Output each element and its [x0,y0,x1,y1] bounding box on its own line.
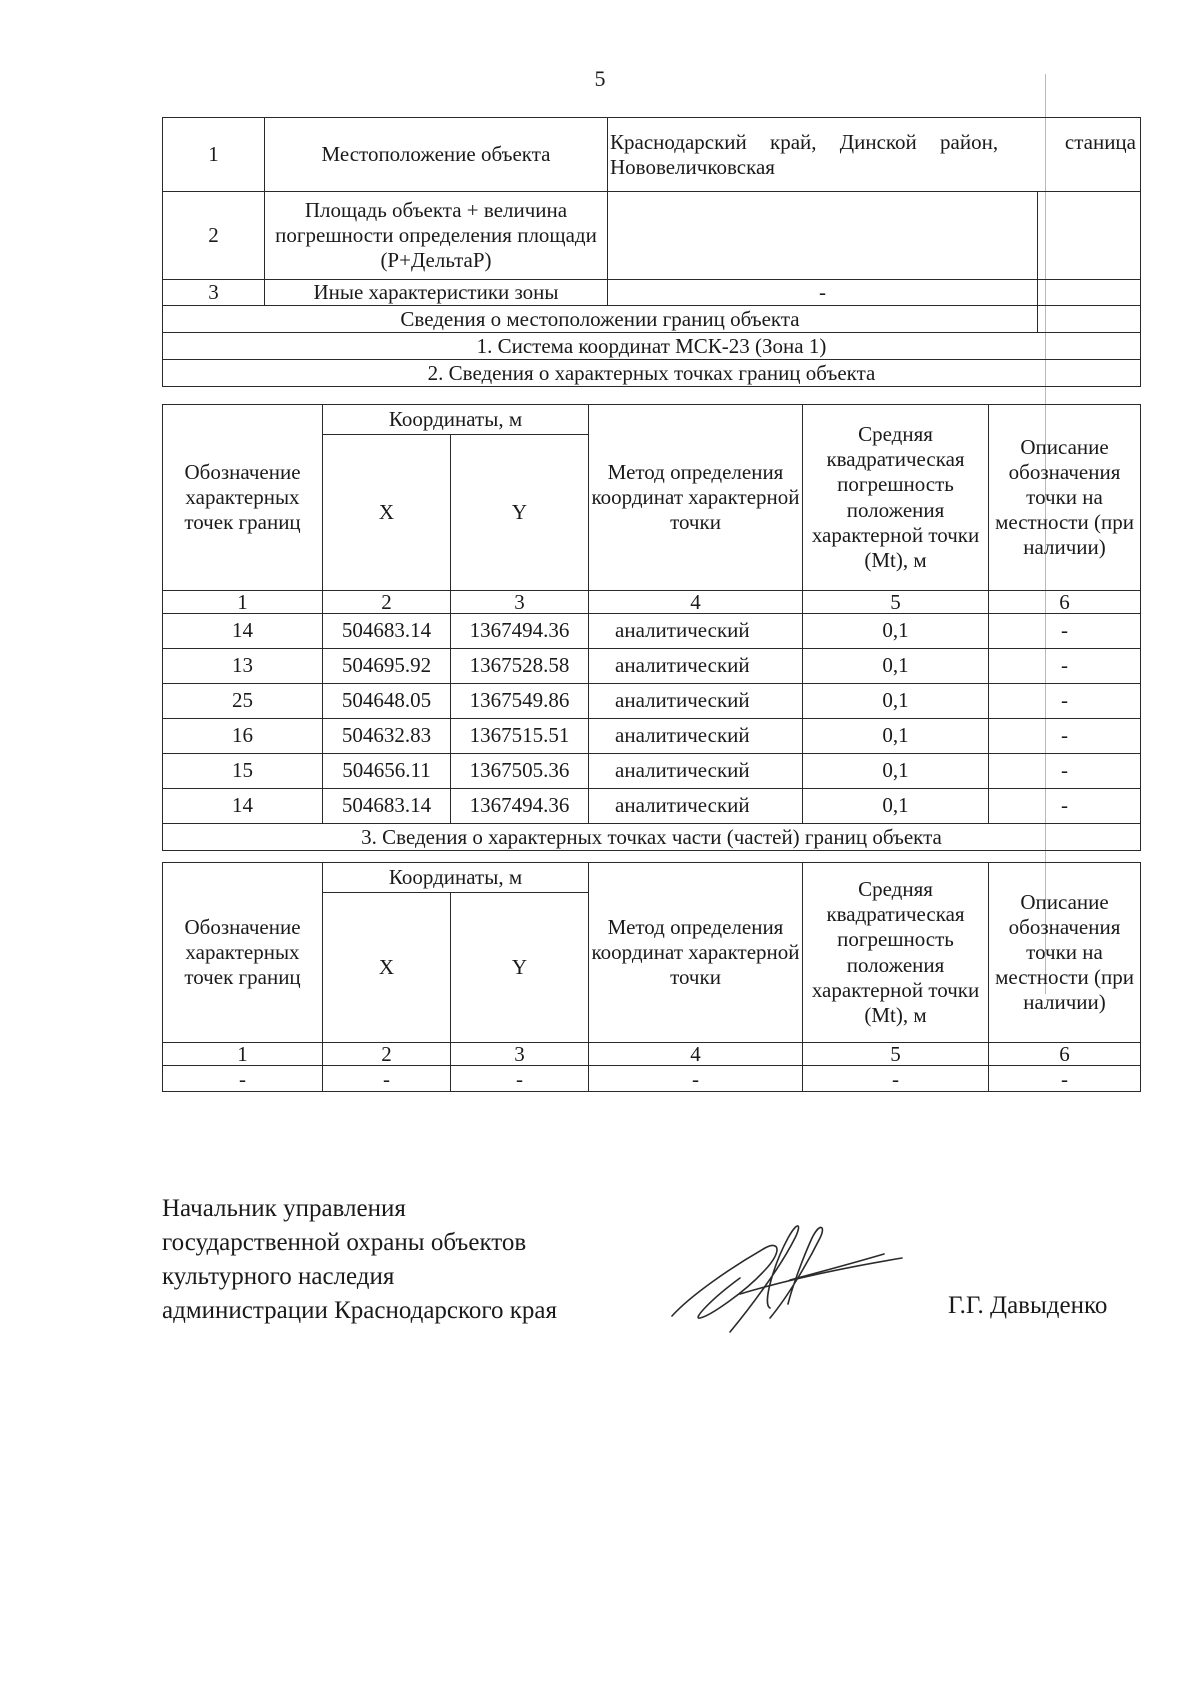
y-value: 1367549.86 [451,684,589,719]
point-id: 13 [163,649,323,684]
signer-position-line: культурного наследия [162,1263,395,1290]
mt-value: 0,1 [803,789,989,824]
table-row [163,614,1141,649]
parts-header-row [163,863,1141,893]
y-value: 1367505.36 [451,754,589,789]
x-value: 504656.11 [323,754,451,789]
parts-title-row [163,824,1141,851]
y-value: 1367515.51 [451,719,589,754]
parts-section-title: 3. Сведения о характерных точках части (частей) границ объекта [163,824,1141,851]
x-value: 504683.14 [323,614,451,649]
other-value-margin [1038,280,1141,306]
coords-header: Координаты, м [323,863,589,893]
points-title-row [163,360,1141,387]
point-header: Обозначение характерных точек границ [163,863,323,1043]
description-value: - [989,719,1141,754]
method-value: аналитический [589,719,803,754]
x-value: 504683.14 [323,789,451,824]
object-info-table [162,117,1141,387]
coordinate-system: 1. Система координат МСК-23 (Зона 1) [163,333,1141,360]
point-id: 16 [163,719,323,754]
accuracy-header: Средняя квадратическая погрешность положения характерной точки (Mt), м [803,863,989,1043]
location-value [608,118,1141,192]
point-header: Обозначение характерных точек границ [163,405,323,591]
section-title-margin [1038,306,1141,333]
method-header: Метод определения координат характерной точки [589,405,803,591]
description-header: Описание обозначения точки на местности (при наличии) [989,863,1141,1043]
table-row [163,719,1141,754]
point-id: 14 [163,789,323,824]
x-value: 504648.05 [323,684,451,719]
page-number: 5 [594,66,606,91]
method-value: аналитический [589,789,803,824]
location-line-1: Краснодарский край, Динской район, [610,130,999,154]
column-number: 4 [589,591,803,614]
signer-position-line: администрации Краснодарского края [162,1297,558,1324]
x-header: X [323,893,451,1043]
signer-name: Г.Г. Давыденко [948,1292,1108,1319]
mt-value: 0,1 [803,719,989,754]
column-number: 4 [589,1043,803,1066]
column-number: 2 [323,1043,451,1066]
point-id: 14 [163,614,323,649]
column-number: 6 [989,1043,1141,1066]
method-value: аналитический [589,684,803,719]
description-value: - [989,1066,1141,1092]
points-section-title: 2. Сведения о характерных точках границ объекта [163,360,1141,387]
coords-header: Координаты, м [323,405,589,435]
column-number: 2 [323,591,451,614]
row-number: 2 [163,192,265,280]
column-numbers-row [163,1043,1141,1066]
row-number: 3 [163,280,265,306]
signer-position-line: Начальник управления [162,1195,406,1222]
info-row-area [163,192,1141,280]
area-value-margin [1038,192,1141,280]
point-id: - [163,1066,323,1092]
coordinate-system-row [163,333,1141,360]
y-header: Y [451,435,589,591]
column-number: 5 [803,591,989,614]
x-header: X [323,435,451,591]
description-value: - [989,614,1141,649]
signature-block [162,1192,557,1328]
y-header: Y [451,893,589,1043]
row-label: Иные характеристики зоны [265,280,608,306]
table-row [163,684,1141,719]
info-row-other [163,280,1141,306]
mt-value: 0,1 [803,649,989,684]
handwritten-signature [670,1208,910,1338]
mt-value: - [803,1066,989,1092]
location-line-1-tail: станица [1064,130,1136,154]
table-row [163,754,1141,789]
column-number: 1 [163,591,323,614]
description-value: - [989,789,1141,824]
description-value: - [989,684,1141,719]
method-value: - [589,1066,803,1092]
x-value: 504632.83 [323,719,451,754]
info-row-location [163,118,1141,192]
mt-value: 0,1 [803,684,989,719]
description-header: Описание обозначения точки на местности (при наличии) [989,405,1141,591]
signer-position-line: государственной охраны объектов [162,1229,527,1256]
row-label: Местоположение объекта [265,118,608,192]
column-numbers-row [163,591,1141,614]
x-value: - [323,1066,451,1092]
mt-value: 0,1 [803,754,989,789]
y-value: 1367494.36 [451,614,589,649]
description-value: - [989,649,1141,684]
method-header: Метод определения координат характерной точки [589,863,803,1043]
x-value: 504695.92 [323,649,451,684]
points-header-row [163,405,1141,435]
other-value: - [608,280,1038,306]
column-number: 3 [451,591,589,614]
method-value: аналитический [589,614,803,649]
table-row [163,1066,1141,1092]
column-number: 3 [451,1043,589,1066]
area-value [608,192,1038,280]
accuracy-header: Средняя квадратическая погрешность положения характерной точки (Mt), м [803,405,989,591]
point-id: 15 [163,754,323,789]
table-row [163,649,1141,684]
table-row [163,789,1141,824]
location-line-2: Нововеличковская [610,155,775,180]
method-value: аналитический [589,649,803,684]
row-number: 1 [163,118,265,192]
y-value: 1367494.36 [451,789,589,824]
description-value: - [989,754,1141,789]
column-number: 1 [163,1043,323,1066]
y-value: - [451,1066,589,1092]
characteristic-points-table [162,404,1141,851]
column-number: 5 [803,1043,989,1066]
section-title: Сведения о местоположении границ объекта [163,306,1038,333]
parts-points-table [162,862,1141,1092]
mt-value: 0,1 [803,614,989,649]
row-label: Площадь объекта + величина погрешности определения площади (Р+ДельтаР) [265,192,608,280]
section-title-row [163,306,1141,333]
column-number: 6 [989,591,1141,614]
y-value: 1367528.58 [451,649,589,684]
point-id: 25 [163,684,323,719]
method-value: аналитический [589,754,803,789]
